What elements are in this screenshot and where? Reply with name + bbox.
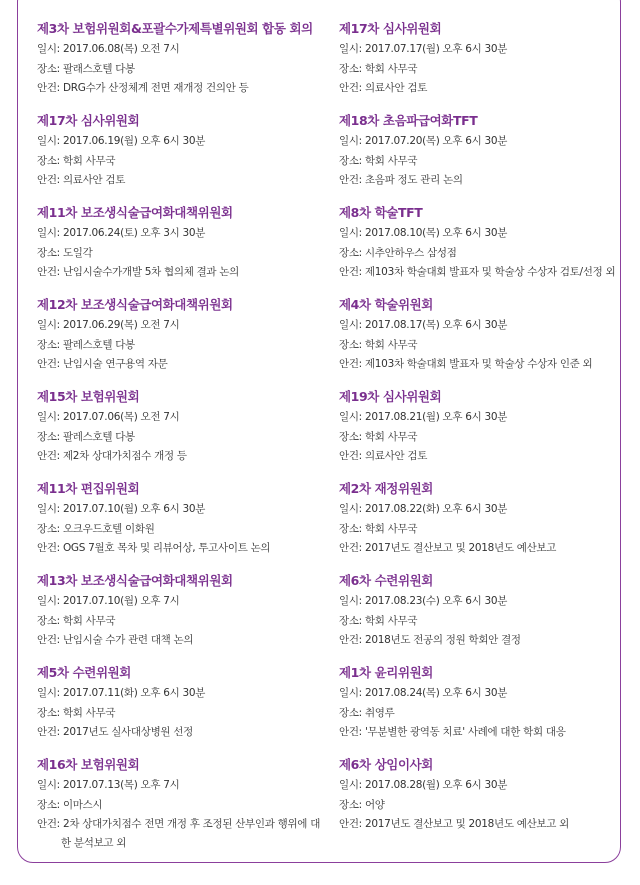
meeting-entry	[37, 204, 327, 296]
meeting-title: 제1차 윤리위원회	[339, 665, 433, 680]
meeting-place: 장소: 오크우드호텔 이화원	[37, 522, 155, 535]
meeting-agenda: 안건: 2차 상대가치점수 전면 개정 후 조정된 산부인과 행위에 대한 분석보고 외	[37, 818, 321, 849]
meeting-title: 제18차 초음파급여화TFT	[339, 113, 478, 128]
meeting-entry	[339, 388, 629, 480]
meeting-date: 일시: 2017.08.17(목) 오후 6시 30분	[339, 319, 508, 331]
meeting-date: 일시: 2017.07.11(화) 오후 6시 30분	[37, 687, 206, 699]
meeting-date: 일시: 2017.07.10(월) 오후 7시	[37, 595, 180, 607]
meeting-title: 제8차 학술TFT	[339, 205, 423, 220]
meeting-entry	[37, 572, 327, 664]
meeting-date: 일시: 2017.06.19(월) 오후 6시 30분	[37, 135, 206, 147]
meeting-place: 장소: 팔레스호텔 다봉	[37, 338, 135, 351]
meeting-title: 제13차 보조생식술급여화대책위원회	[37, 573, 233, 588]
meeting-entry	[37, 296, 327, 388]
meeting-title: 제6차 상임이사회	[339, 757, 433, 772]
meeting-entry	[339, 296, 629, 388]
meeting-date: 일시: 2017.08.22(화) 오후 6시 30분	[339, 503, 508, 515]
meeting-title: 제6차 수련위원회	[339, 573, 433, 588]
right-column	[339, 20, 629, 848]
meeting-entry	[339, 20, 629, 112]
meeting-agenda: 안건: 난임시술수가개발 5차 협의체 결과 논의	[37, 266, 239, 278]
meeting-agenda: 안건: 의료사안 검토	[37, 174, 126, 186]
meeting-date: 일시: 2017.07.17(월) 오후 6시 30분	[339, 43, 508, 55]
meeting-date: 일시: 2017.08.28(월) 오후 6시 30분	[339, 779, 508, 791]
meeting-entry	[339, 572, 629, 664]
meeting-place: 장소: 도일각	[37, 246, 93, 259]
meeting-agenda: 안건: 2017년도 결산보고 및 2018년도 예산보고 외	[339, 818, 569, 830]
meeting-title: 제17차 심사위원회	[339, 21, 442, 36]
meeting-entry	[37, 480, 327, 572]
meeting-place: 장소: 학회 사무국	[339, 614, 418, 627]
meeting-place: 장소: 팔래스호텔 다봉	[37, 62, 135, 75]
meeting-agenda: 안건: 제103차 학술대회 발표자 및 학술상 수상자 인준 외	[339, 358, 593, 370]
meeting-place: 장소: 학회 사무국	[339, 62, 418, 75]
meeting-date: 일시: 2017.07.10(월) 오후 6시 30분	[37, 503, 206, 515]
meeting-agenda: 안건: DRG수가 산정체계 전면 재개정 건의안 등	[37, 82, 249, 94]
meeting-place: 장소: 시추안하우스 삼성점	[339, 246, 457, 259]
meeting-agenda: 안건: 2017년도 결산보고 및 2018년도 예산보고	[339, 542, 557, 554]
meeting-date: 일시: 2017.06.29(목) 오전 7시	[37, 319, 180, 331]
meeting-entry	[37, 756, 327, 876]
meeting-agenda: 안건: 난임시술 수가 관련 대책 논의	[37, 634, 194, 646]
meeting-place: 장소: 취영루	[339, 706, 395, 719]
meeting-place: 장소: 학회 사무국	[37, 614, 116, 627]
meeting-agenda: 안건: 제103차 학술대회 발표자 및 학술상 수상자 검토/선정 외	[339, 266, 616, 278]
meeting-place: 장소: 이마스시	[37, 798, 103, 811]
meeting-place: 장소: 학회 사무국	[339, 338, 418, 351]
meeting-title: 제16차 보험위원회	[37, 757, 140, 772]
meeting-agenda: 안건: 2018년도 전공의 정원 학회안 결정	[339, 634, 521, 646]
meeting-title: 제5차 수련위원회	[37, 665, 131, 680]
meeting-agenda: 안건: 의료사안 검토	[339, 82, 428, 94]
meeting-date: 일시: 2017.07.13(목) 오후 7시	[37, 779, 180, 791]
meeting-entry	[339, 204, 629, 296]
meeting-title: 제2차 재정위원회	[339, 481, 433, 496]
meeting-title: 제19차 심사위원회	[339, 389, 442, 404]
meeting-title: 제11차 보조생식술급여화대책위원회	[37, 205, 233, 220]
meeting-agenda: 안건: 제2차 상대가치점수 개정 등	[37, 450, 187, 462]
meeting-place: 장소: 학회 사무국	[339, 154, 418, 167]
meeting-place: 장소: 팔레스호텔 다봉	[37, 430, 135, 443]
meeting-title: 제15차 보험위원회	[37, 389, 140, 404]
meeting-agenda: 안건: OGS 7월호 목차 및 리뷰어상, 투고사이트 논의	[37, 542, 271, 554]
meeting-place: 장소: 학회 사무국	[339, 430, 418, 443]
meeting-agenda: 안건: '무분별한 광역동 치료' 사례에 대한 학회 대응	[339, 726, 566, 738]
meeting-date: 일시: 2017.07.06(목) 오전 7시	[37, 411, 180, 423]
meeting-entry	[339, 480, 629, 572]
meeting-title: 제12차 보조생식술급여화대책위원회	[37, 297, 233, 312]
meeting-entry	[37, 112, 327, 204]
meeting-entry	[37, 388, 327, 480]
meeting-title: 제11차 편집위원회	[37, 481, 140, 496]
meeting-entry	[339, 664, 629, 756]
meeting-agenda: 안건: 초음파 정도 관리 논의	[339, 174, 463, 186]
meeting-date: 일시: 2017.06.08(목) 오전 7시	[37, 43, 180, 55]
meeting-title: 제3차 보험위원회&포괄수가제특별위원회 합동 회의	[37, 21, 313, 36]
left-column	[37, 20, 327, 876]
meeting-title: 제4차 학술위원회	[339, 297, 433, 312]
meeting-agenda: 안건: 의료사안 검토	[339, 450, 428, 462]
meeting-entry	[37, 20, 327, 112]
meeting-date: 일시: 2017.08.21(월) 오후 6시 30분	[339, 411, 508, 423]
meeting-entry	[339, 112, 629, 204]
meeting-date: 일시: 2017.08.24(목) 오후 6시 30분	[339, 687, 508, 699]
meeting-date: 일시: 2017.07.20(목) 오후 6시 30분	[339, 135, 508, 147]
meeting-entry	[37, 664, 327, 756]
meeting-place: 장소: 학회 사무국	[37, 706, 116, 719]
meeting-entry	[339, 756, 629, 848]
meeting-place: 장소: 학회 사무국	[37, 154, 116, 167]
meeting-agenda: 안건: 2017년도 실사대상병원 선정	[37, 726, 193, 738]
meeting-agenda: 안건: 난임시술 연구용역 자문	[37, 358, 168, 370]
meeting-place: 장소: 어양	[339, 798, 385, 811]
meeting-date: 일시: 2017.08.10(목) 오후 6시 30분	[339, 227, 508, 239]
meeting-place: 장소: 학회 사무국	[339, 522, 418, 535]
meeting-date: 일시: 2017.06.24(토) 오후 3시 30분	[37, 227, 206, 239]
meeting-date: 일시: 2017.08.23(수) 오후 6시 30분	[339, 595, 508, 607]
meeting-title: 제17차 심사위원회	[37, 113, 140, 128]
